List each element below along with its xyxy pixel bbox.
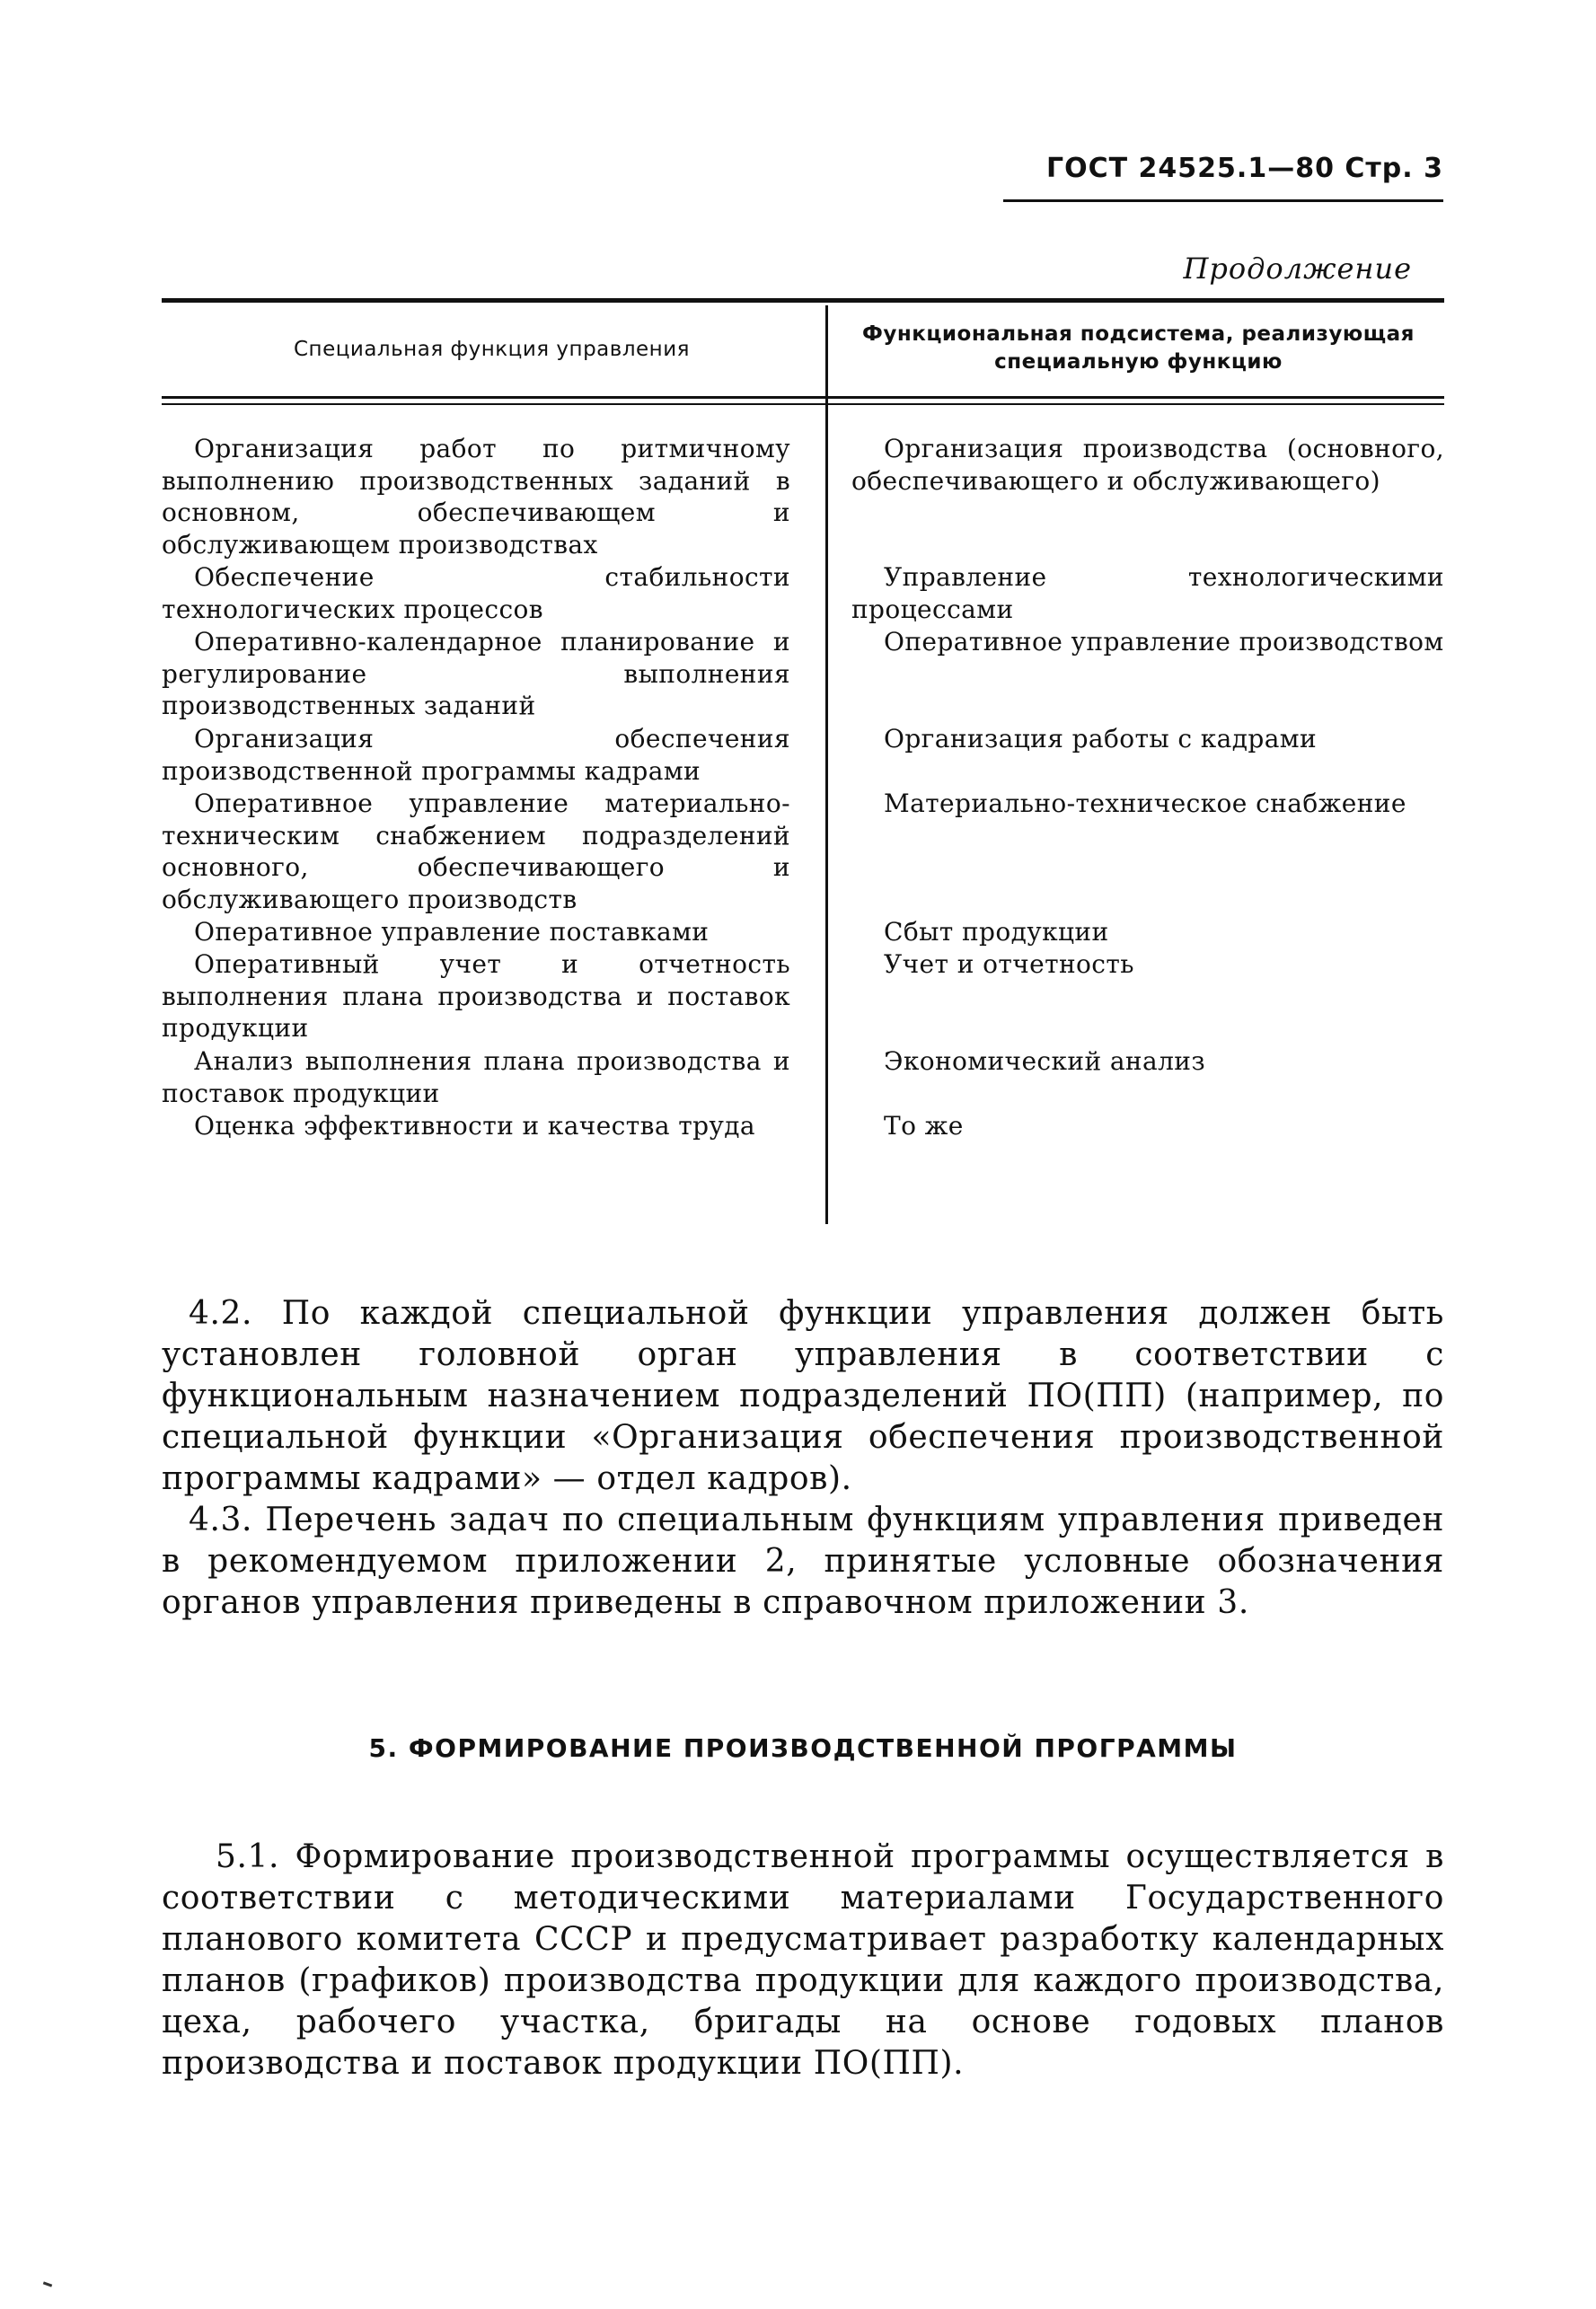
table-header-subsystem: Функциональная подсистема, реализующая специальную функцию bbox=[862, 322, 1415, 374]
table-cell-function: Оперативно-календарное планирование и регулирование выполнения производственных заданий bbox=[162, 627, 790, 720]
page-header: ГОСТ 24525.1—80 Стр. 3 bbox=[1046, 153, 1443, 184]
table-cell-subsystem: Оперативное управление производством bbox=[884, 627, 1444, 657]
table-cell-function: Оперативное управление материально-техническим снабжением подразделений основного, обеспечивающего и обслуживающего производств bbox=[162, 789, 790, 914]
table-top-rule bbox=[162, 298, 1444, 303]
table-cell-function: Организация обеспечения производственной программы кадрами bbox=[162, 724, 790, 786]
table-column-divider bbox=[825, 305, 828, 1224]
table-cell-subsystem: Экономический анализ bbox=[884, 1046, 1205, 1076]
table-cell-function: Оперативное управление поставками bbox=[194, 917, 710, 947]
table-cell-subsystem: Учет и отчетность bbox=[884, 949, 1134, 979]
table-cell-function: Оперативный учет и отчетность выполнения плана производства и поставок продукции bbox=[162, 949, 790, 1043]
scan-artifact-mark bbox=[43, 2281, 52, 2287]
table-header-function: Специальная функция управления bbox=[293, 338, 690, 361]
table-cell-function: Обеспечение стабильности технологических процессов bbox=[162, 562, 790, 624]
table-cell-subsystem: Материально-техническое снабжение bbox=[884, 789, 1406, 818]
table-cell-function: Анализ выполнения плана производства и поставок продукции bbox=[162, 1046, 790, 1108]
table-cell-subsystem: Сбыт продукции bbox=[884, 917, 1109, 947]
paragraph-4-3: 4.3. Перечень задач по специальным функциям управления приведен в рекомендуемом приложении 2, принятые условные обозначения органов управления приведены в справочном приложении 3. bbox=[162, 1502, 1444, 1621]
table-cell-function: Оценка эффективности и качества труда bbox=[194, 1111, 756, 1141]
paragraph-4-2: 4.2. По каждой специальной функции управления должен быть установлен головной орган управления в соответствии с функциональным назначением подразделений ПО(ПП) (например, по специальной функции «Организация обеспечения производственной программы кадрами» — отдел кадров). bbox=[162, 1295, 1444, 1497]
paragraph-5-1: 5.1. Формирование производственной программы осуществляется в соответствии с методическими материалами Государственного планового комитета СССР и предусматривает разработку календарных планов (графиков) производства продукции для каждого производства, цеха, рабочего участка, бригады на основе годовых планов производства и поставок продукции ПО(ПП). bbox=[162, 1838, 1444, 2082]
header-rule bbox=[1003, 199, 1443, 202]
section-5-title: 5. ФОРМИРОВАНИЕ ПРОИЗВОДСТВЕННОЙ ПРОГРАММЫ bbox=[368, 1733, 1238, 1763]
table-cell-subsystem: Управление технологическими процессами bbox=[851, 562, 1444, 624]
table-header-rule bbox=[162, 396, 1444, 399]
table-cell-subsystem: То же bbox=[884, 1111, 964, 1141]
table-cell-subsystem: Организация работы с кадрами bbox=[884, 724, 1318, 754]
table-cell-subsystem: Организация производства (основного, обеспечивающего и обслуживающего) bbox=[851, 434, 1444, 496]
continuation-label: Продолжение bbox=[1183, 251, 1412, 286]
table-header-rule-double bbox=[162, 403, 1444, 405]
table-cell-function: Организация работ по ритмичному выполнению производственных заданий в основном, обеспечивающем и обслуживающем производствах bbox=[162, 434, 790, 560]
